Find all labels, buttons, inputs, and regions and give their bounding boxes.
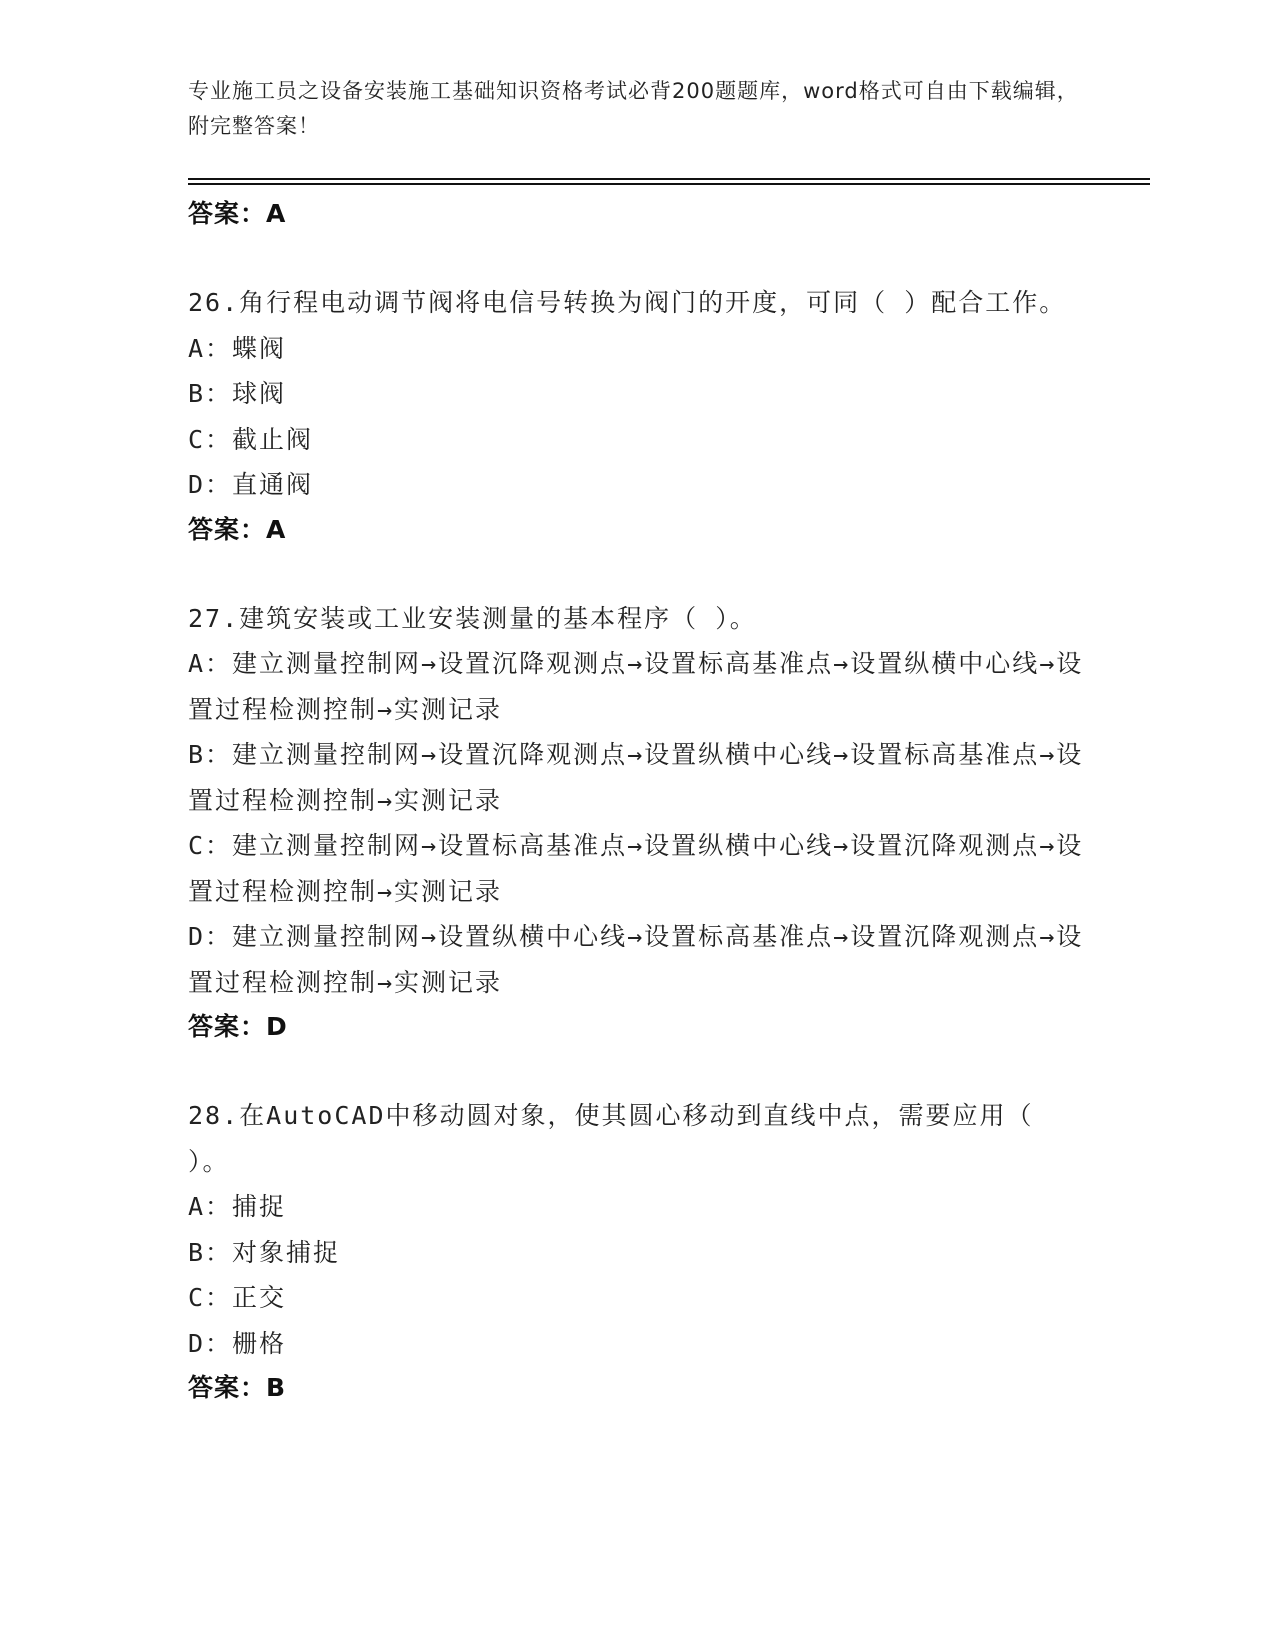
header-divider [188,178,1150,180]
option-a: A：捕捉 [188,1192,287,1221]
question-text: 27.建筑安装或工业安装测量的基本程序（ ）。 [188,603,757,633]
option-a: A：建立测量控制网→设置沉降观测点→设置标高基准点→设置纵横中心线→设置过程检测控制→实测记录 [188,649,1084,724]
option-a: A：蝶阀 [188,333,287,363]
option-d: D：直通阀 [188,470,314,499]
question-list [188,192,1088,1410]
option-c: C：建立测量控制网→设置标高基准点→设置纵横中心线→设置沉降观测点→设置过程检测控制→实测记录 [188,831,1084,906]
question-answer: 答案：B [188,1373,287,1402]
option-b: B：对象捕捉 [188,1237,341,1267]
question-28 [188,1093,1088,1410]
previous-answer: 答案：A [188,199,287,228]
option-b: B：建立测量控制网→设置沉降观测点→设置纵横中心线→设置标高基准点→设置过程检测控制→实测记录 [188,740,1084,815]
question-text: 26.角行程电动调节阀将电信号转换为阀门的开度，可同（ ）配合工作。 [188,288,1067,317]
question-text: 28.在AutoCAD中移动圆对象，使其圆心移动到直线中点，需要应用（ ）。 [188,1101,1034,1176]
option-c: C：正交 [188,1283,287,1312]
question-26 [188,280,1088,552]
option-d: D：建立测量控制网→设置纵横中心线→设置标高基准点→设置沉降观测点→设置过程检测控制→实测记录 [188,922,1084,997]
question-answer: 答案：D [188,1012,288,1041]
header-divider-second [188,183,1150,185]
option-c: C：截止阀 [188,424,314,454]
question-27 [188,596,1088,1050]
document-header: 专业施工员之设备安装施工基础知识资格考试必背200题题库，word格式可自由下载编辑，附完整答案！ [188,79,1079,138]
option-d: D：栅格 [188,1328,287,1358]
question-answer: 答案：A [188,514,287,544]
option-b: B：球阀 [188,379,287,408]
